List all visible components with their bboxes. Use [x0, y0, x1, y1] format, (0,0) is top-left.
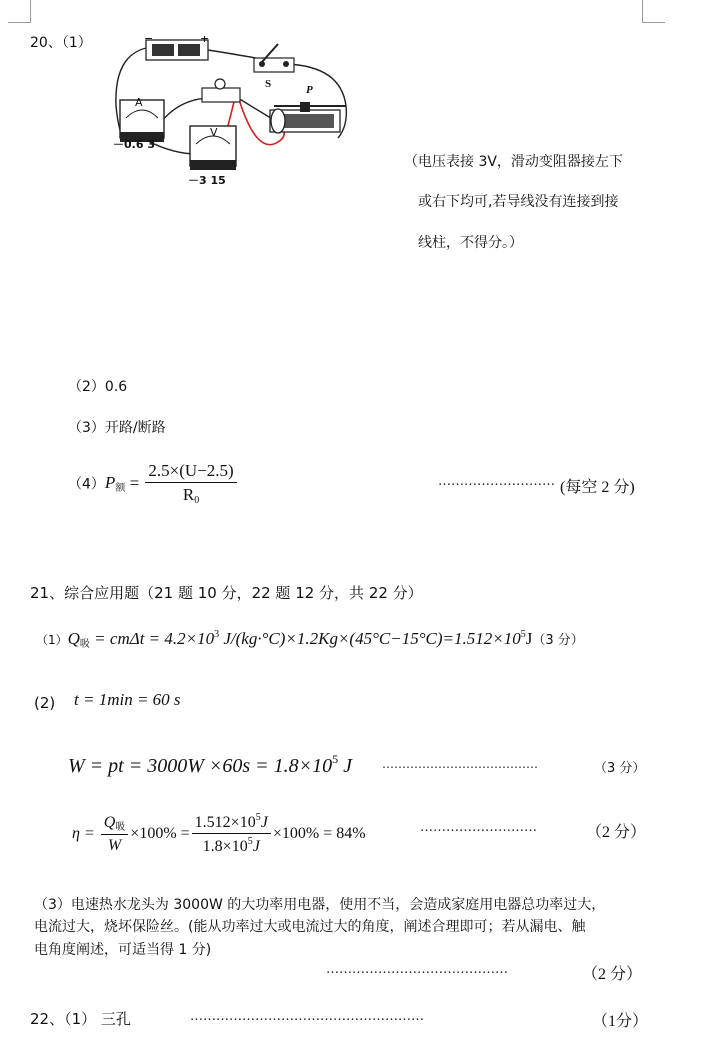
q22-score: （1分）	[592, 1013, 649, 1030]
q22-line: 22、（1） 三孔	[30, 1010, 131, 1028]
q21-efficiency-score: （2 分）	[586, 824, 647, 841]
q21-work-equation: W = pt = $3000W \times 60s = 1.8\times 10^5$ J	[68, 752, 353, 777]
corner-mark-right	[642, 0, 665, 23]
switch-label: S	[265, 78, 272, 90]
q20-part4-dots: ………………………	[438, 474, 555, 489]
q21-work-score: （3 分）	[594, 761, 646, 776]
q20-part4: $(4)P_额$ = $\frac{2.5\times(U-2.5)}{R_0}$	[68, 461, 239, 506]
q20-part4-score: (每空 2 分)	[560, 479, 635, 496]
svg-text:−: −	[144, 36, 154, 45]
voltmeter-terminals: －3 15	[188, 174, 226, 187]
q20-part2: （2）0.6	[68, 379, 128, 395]
q21-part3-line3: 电角度阐述，可适当得 1 分)	[34, 942, 212, 958]
q21-part3-dots: ……………………………………	[326, 962, 508, 977]
q21-part2-label: (2)	[34, 694, 56, 712]
q21-work-dots: …………………………………	[382, 757, 538, 771]
voltmeter-letter: V	[210, 126, 218, 139]
efficiency-fraction-2: $\frac{1.512\times 10^5J}{1.8\times 10^5J}$	[192, 812, 271, 856]
corner-mark-left	[8, 0, 31, 23]
circuit-diagram	[106, 36, 354, 188]
q21-efficiency-equation: η = $\frac{Q_吸}{W}$ ×100% = $\frac{1.512\times 10^5J}{1.8\times 10^5J}$ ×100% = 84%	[72, 812, 366, 855]
q21-part3-line2: 电流过大，烧坏保险丝。(能从功率过大或电流过大的角度，阐述合理即可；若从漏电、触	[34, 919, 586, 935]
efficiency-fraction-1: $\frac{Q_吸}{W}$	[101, 814, 129, 855]
svg-text:+: +	[200, 36, 210, 45]
q21-efficiency-dots: ………………………	[420, 820, 537, 835]
ammeter-terminals: －0.6 3	[113, 138, 155, 151]
q20-part4-fraction: $\frac{2.5\times(U-2.5)}{R_0}$	[145, 461, 236, 506]
bulb-icon	[202, 88, 240, 102]
q21-part2-time: t = 1min = 60 s	[74, 690, 181, 709]
q20-number: 20、（1）	[30, 35, 92, 51]
q20-part3: （3）开路/断路	[68, 420, 166, 436]
q21-heading: 21、综合应用题（21 题 10 分，22 题 12 分，共 22 分）	[30, 584, 423, 602]
q21-part3-score: （2 分）	[582, 966, 643, 983]
q20-note-line3: 线柱，不得分。）	[418, 235, 523, 251]
q20-note-line1: （电压表接 3V，滑动变阻器接左下	[404, 154, 623, 170]
q20-note-line2: 或右下均可,若导线没有连接到接	[418, 194, 619, 210]
ammeter-letter: A	[135, 96, 143, 109]
q21-part1: $(1)Q_吸 = cm\Delta t = 4.2\times 10^3$ $J/(kg\cdot^\circ C)\times 1.2Kg\times(45^\circ C-15^\circ C)=1.512\times 10^5J(3$ 分）	[36, 629, 584, 650]
q21-part3-line1: （3）电速热水龙头为 3000W 的大功率用电器，使用不当，会造成家庭用电器总功率过大，	[34, 897, 606, 913]
slider-label: P	[306, 84, 313, 96]
q22-dots: ………………………………………………	[190, 1009, 424, 1024]
